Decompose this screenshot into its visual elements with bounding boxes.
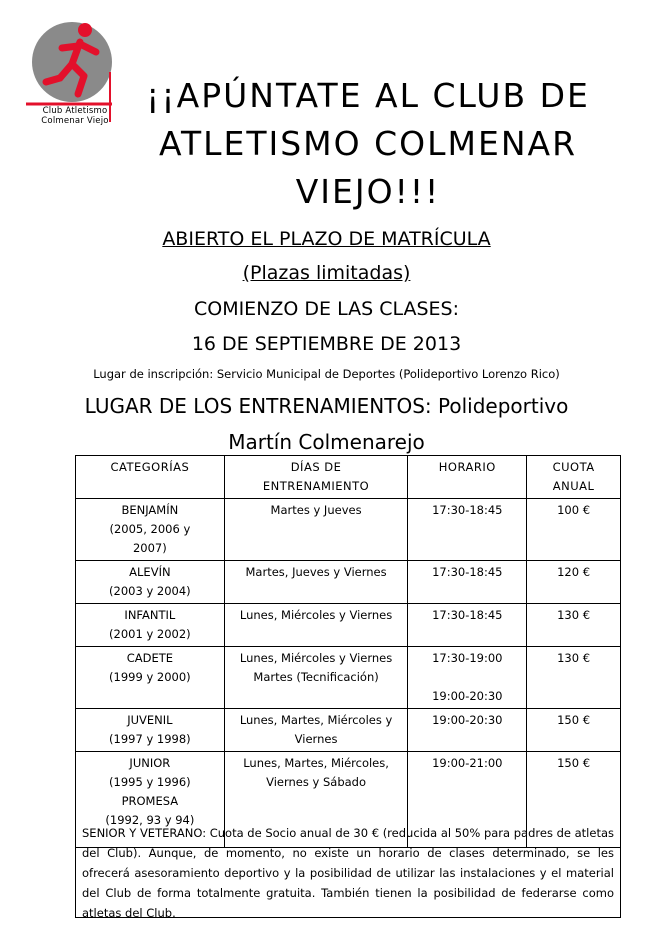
table-row bbox=[76, 561, 621, 604]
page-title bbox=[118, 72, 618, 216]
fee-cell: 150 € bbox=[527, 752, 621, 848]
time-cell: 17:30-18:45 bbox=[408, 561, 527, 604]
category-cell: ALEVÍN (2003 y 2004) bbox=[76, 561, 225, 604]
days-cell: Lunes, Miércoles y Viernes bbox=[224, 604, 408, 647]
table-row bbox=[76, 709, 621, 752]
fee-cell: 120 € bbox=[527, 561, 621, 604]
title-line-1: ¡¡APÚNTATE AL CLUB DE bbox=[146, 76, 590, 115]
training-place bbox=[0, 388, 653, 460]
logo-text bbox=[30, 106, 120, 126]
days-cell: Lunes, Miércoles y Viernes Martes (Tecnificación) bbox=[224, 647, 408, 709]
limited-places: (Plazas limitadas) bbox=[242, 262, 411, 284]
time-cell: 17:30-18:45 bbox=[408, 499, 527, 561]
category-cell: CADETE (1999 y 2000) bbox=[76, 647, 225, 709]
training-place-line-2: Martín Colmenarejo bbox=[228, 430, 425, 454]
fee-cell: 130 € bbox=[527, 604, 621, 647]
fee-cell: 130 € bbox=[527, 647, 621, 709]
days-cell: Martes y Jueves bbox=[224, 499, 408, 561]
registration-place: Lugar de inscripción: Servicio Municipal de Deportes (Polideportivo Lorenzo Rico) bbox=[93, 367, 560, 381]
header-fee: CUOTA ANUAL bbox=[527, 456, 621, 499]
category-cell: JUNIOR (1995 y 1996) PROMESA (1992, 93 y 94) bbox=[76, 752, 225, 848]
time-cell: 19:00-21:00 bbox=[408, 752, 527, 848]
time-cell: 17:30-19:00 19:00-20:30 bbox=[408, 647, 527, 709]
table-row bbox=[76, 647, 621, 709]
start-date: 16 DE SEPTIEMBRE DE 2013 bbox=[191, 333, 462, 355]
title-line-2: ATLETISMO COLMENAR bbox=[158, 124, 578, 163]
header-categories: CATEGORÍAS bbox=[76, 456, 225, 499]
category-cell: INFANTIL (2001 y 2002) bbox=[76, 604, 225, 647]
fee-cell: 100 € bbox=[527, 499, 621, 561]
schedule-table bbox=[75, 455, 621, 848]
time-cell: 17:30-18:45 bbox=[408, 604, 527, 647]
training-place-line-1: LUGAR DE LOS ENTRENAMIENTOS: Polideportivo bbox=[84, 394, 569, 418]
days-cell: Lunes, Martes, Miércoles, Viernes y Sábado bbox=[224, 752, 408, 848]
category-cell: BENJAMÍN (2005, 2006 y 2007) bbox=[76, 499, 225, 561]
time-cell: 19:00-20:30 bbox=[408, 709, 527, 752]
table-row bbox=[76, 604, 621, 647]
title-line-3: VIEJO!!! bbox=[295, 172, 441, 211]
days-cell: Martes, Jueves y Viernes bbox=[224, 561, 408, 604]
table-row bbox=[76, 499, 621, 561]
enrollment-heading: ABIERTO EL PLAZO DE MATRÍCULA bbox=[162, 228, 491, 250]
category-cell: JUVENIL (1997 y 1998) bbox=[76, 709, 225, 752]
table-header-row bbox=[76, 456, 621, 499]
logo-line-1: Club Atletismo bbox=[42, 106, 108, 116]
fee-cell: 150 € bbox=[527, 709, 621, 752]
header-schedule: HORARIO bbox=[408, 456, 527, 499]
logo-line-2: Colmenar Viejo bbox=[41, 116, 109, 126]
senior-veteran-note: SENIOR Y VETERANO: Cuota de Socio anual de 30 € (reducida al 50% para padres de atletas del Club). Aunque, de momento, no existe un horario de clases determinado, se les ofrecerá asesoramiento deportivo y la posibilidad de utilizar las instalaciones y el material del Club de forma totalmente gratuita. También tienen la posibilidad de federarse como atletas del Club. bbox=[75, 820, 621, 918]
header-days: DÍAS DE ENTRENAMIENTO bbox=[224, 456, 408, 499]
start-label: COMIENZO DE LAS CLASES: bbox=[193, 298, 460, 320]
days-cell: Lunes, Martes, Miércoles y Viernes bbox=[224, 709, 408, 752]
